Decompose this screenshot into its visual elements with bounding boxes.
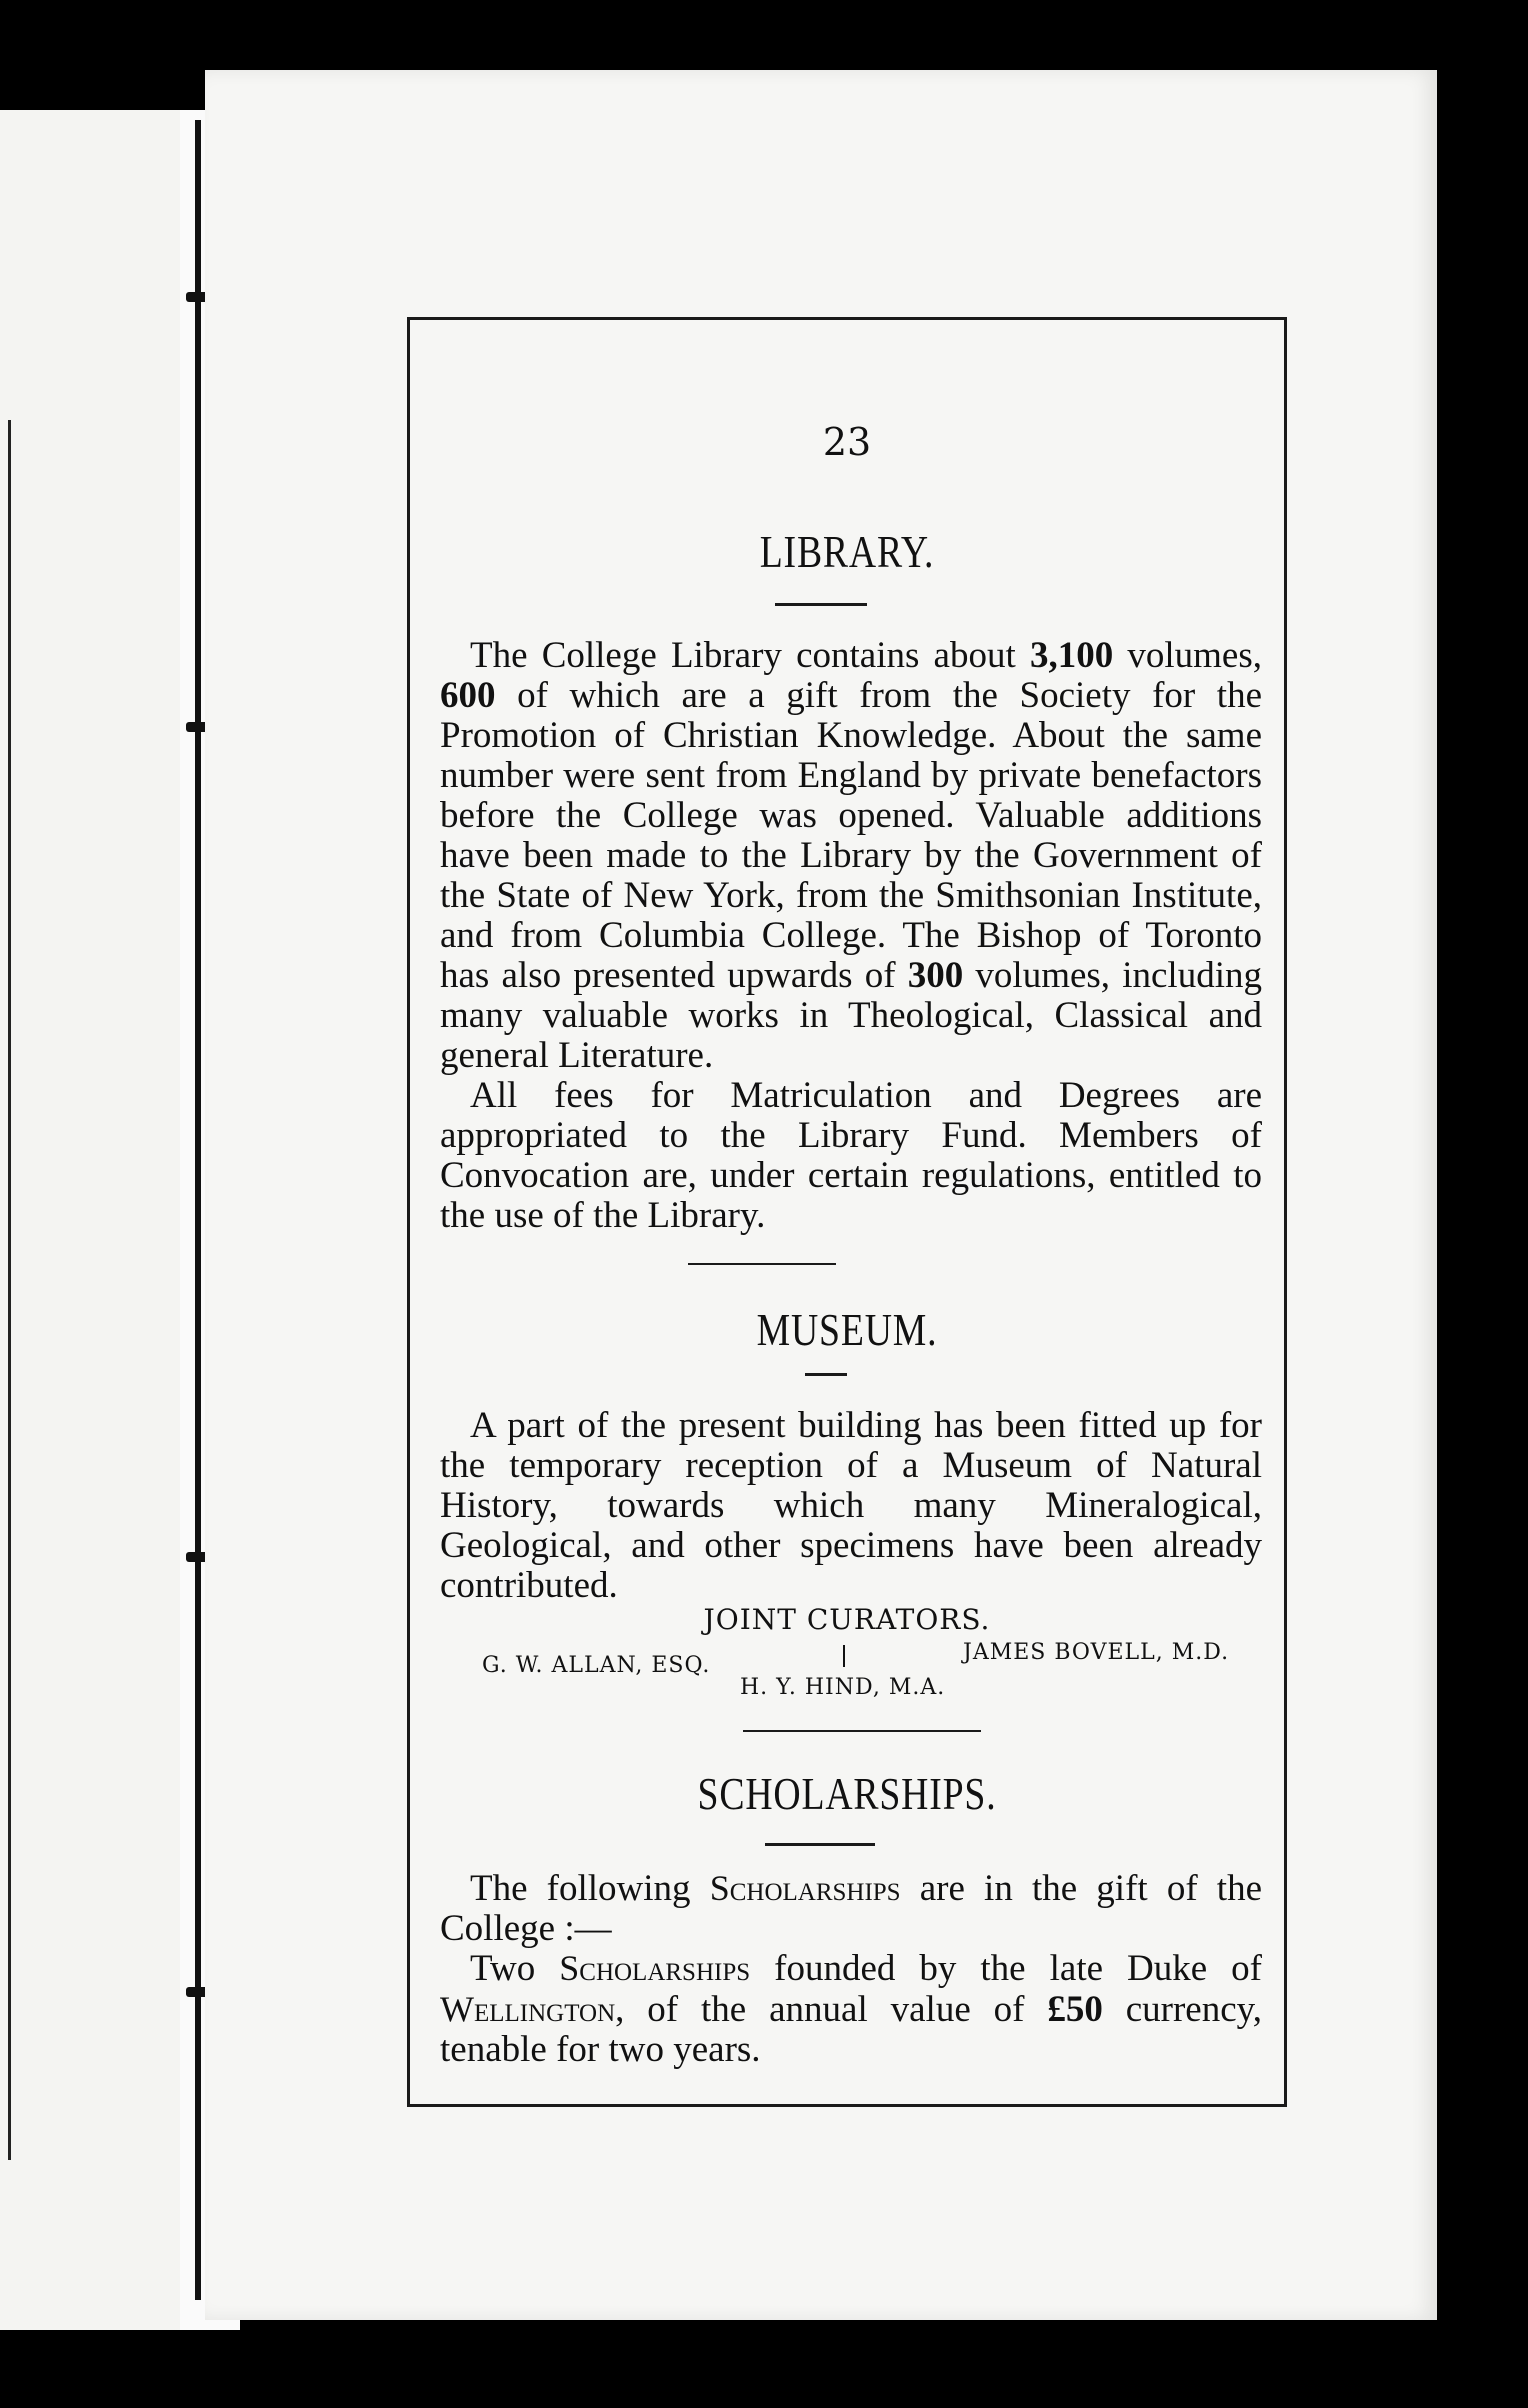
facing-page-border (8, 420, 11, 2160)
curator-divider (843, 1645, 845, 1667)
curator-name: G. W. ALLAN, ESQ. (482, 1653, 711, 1678)
library-heading: LIBRARY. (759, 526, 935, 577)
heading-rule (805, 1373, 847, 1376)
museum-paragraph: A part of the present building has been fitted up for the temporary reception of a Museum of Natural History, towards which many Mineralogical, Geological, and other specimens have been already contributed. (440, 1405, 1262, 1606)
curators-title: JOINT CURATORS. (703, 1603, 991, 1636)
library-paragraph-1: The College Library contains about 3,100 volumes, 600 of which are a gift from the Society for the Promotion of Christian Knowledge. About the same number were sent from England by private benefactors before the College was opened. Valuable additions have been made to the Library by the Government of the State of New York, from the Smithsonian Institute, and from Columbia College. The Bishop of Toronto has also presented upwards of 300 volumes, including many valuable works in Theological, Classical and general Literature. (440, 635, 1262, 1076)
scholarships-heading: SCHOLARSHIPS. (697, 1768, 997, 1819)
section-divider (743, 1730, 981, 1732)
book-page (205, 70, 1437, 2320)
heading-rule (765, 1843, 875, 1846)
section-divider (688, 1263, 836, 1265)
heading-rule (775, 603, 867, 606)
facing-page (0, 110, 200, 2330)
library-paragraph-2: All fees for Matriculation and Degrees are appropriated to the Library Fund. Members of Convocation are, under certain regulations, entitled to the use of the Library. (440, 1075, 1262, 1236)
text-frame (407, 317, 1287, 2107)
page-number: 23 (822, 420, 872, 464)
binding-thread (195, 120, 201, 2300)
scholarships-paragraph-1: The following Scholarships are in the gift of the College :— (440, 1868, 1262, 1949)
scholarships-paragraph-2: Two Scholarships founded by the late Duke of Wellington, of the annual value of £50 currency, tenable for two years. (440, 1948, 1262, 2070)
museum-heading: MUSEUM. (756, 1304, 938, 1355)
curator-name: H. Y. HIND, M.A. (740, 1675, 946, 1700)
curator-name: JAMES BOVELL, M.D. (963, 1640, 1230, 1665)
